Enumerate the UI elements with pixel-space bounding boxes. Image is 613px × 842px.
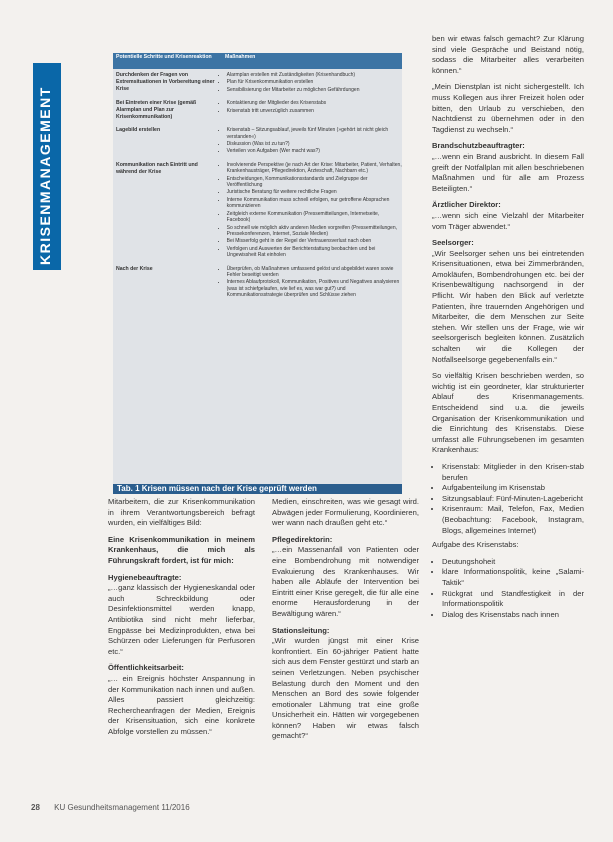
row-item: • Sensibilisierung der Mitarbeiter zu möglichen Gefährdungen	[227, 87, 402, 93]
table-row	[113, 124, 402, 159]
row-item: • Überprüfen, ob Maßnahmen umfassend gelöst und abgebildet waren sowie Fehler beseitigt werden	[227, 266, 402, 279]
quote: „…wenn sich eine Vielzahl der Mitarbeiter vom Träger abwendet.“	[432, 210, 584, 231]
table-row	[113, 263, 402, 303]
speaker-heading: Brandschutzbeauftragter:	[432, 141, 525, 151]
list-item: • Krisenraum: Mail, Telefon, Fax, Medien (Beobachtung: Facebook, Instagram, Blogs, allgemeines Internet)	[442, 504, 584, 536]
table-header	[113, 53, 402, 69]
speaker-heading: Ärztlicher Direktor:	[432, 200, 501, 210]
table-row	[113, 97, 402, 124]
speaker-heading: Hygienebeauftragte:	[108, 572, 182, 582]
quote: „Wir wurden jüngst mit einer Krise konfrontiert. Ein 60-jähriger Patient hatte sich aus dem Fenster gestürzt und starb an seinen Verletzungen. Neben psychischer Belastung durch den Moment und den Menschen an Bord des sowie folgender emotionaler Lähmung trat eine große Unsicherheit ein. Hätten wir vorgegebenen können? Haben wir etwas falsch gemacht?“	[272, 636, 419, 741]
row-item: • Verfolgen und Auswerten der Berichterstattung beobachten und bei Ungewissheit Rat einholen	[227, 246, 402, 259]
bullet-list	[432, 557, 584, 621]
section-band	[33, 63, 61, 270]
list-item: • Deutungshoheit	[442, 557, 584, 568]
list-item: • Krisenstab: Mitglieder in den Krisen-stab berufen	[442, 462, 584, 483]
list-item: • Aufgabenteilung im Krisenstab	[442, 483, 584, 494]
row-label: Durchdenken der Fragen von Extremsituationen in Vorbereitung einer Krise	[116, 72, 215, 92]
quote: Medien, einschreiten, was wie gesagt wird. Abwägen jeder Formulierung, Koordinieren, wer wann nach draußen geht etc.“	[272, 497, 419, 528]
table-header-measures: Maßnahmen	[225, 54, 256, 60]
quote: „…ein Massenanfall von Patienten oder eine Bombendrohung mit notwendiger Evakuierung des Krankenhauses. Wir haben alle Abläufe der Intervention bei Eintritt einer Krise geregelt, die für alle eine enorme Herausforderung in der Bewältigung wären.“	[272, 545, 419, 618]
list-item: • Sitzungsablauf: Fünf-Minuten-Lagebericht	[442, 494, 584, 505]
source-line: KU Gesundheitsmanagement 11/2016	[54, 803, 190, 812]
quote: „Wir Seelsorger sehen uns bei eintretenden Krisensituationen, etwa bei Zimmerbränden, Amokläufen, Bombendrohungen etc. bei der Krisenbewältigung nachsorgend in der Pflicht. Wir haben den Blick auf verletzte Patienten, ihre trauernden Angehörigen und Mitarbeiter, die dem Menschen zur Seite stehen. Wir stellen uns der Frage, wie wir seelsorgerisch begleiten können. Zusätzlich schalten wir die Kollegen der Notfallseelsorge gegebenenfalls ein.“	[432, 248, 584, 364]
row-items	[219, 266, 402, 300]
page-footer	[31, 803, 190, 812]
row-item: • So schnell wie möglich aktiv anderen Medien vorgreifen (Pressemitteilungen, Pressekonferenzen, Internet, Soziale Medien)	[227, 225, 402, 238]
table-header-steps: Potentielle Schritte und Krisenreaktion	[116, 54, 212, 60]
row-label: Kommunikation nach Eintritt und während der Krise	[116, 161, 198, 175]
section-label: KRISENMANAGEMENT	[37, 86, 53, 265]
paragraph: Mitarbeitern, die zur Krisenkommunikation in ihrem Verantwortungsbereich befragt wurden, ein vielfältiges Bild:	[108, 497, 255, 528]
row-items	[219, 162, 402, 260]
table-caption: Tab. 1 Krisen müssen nach der Krise geprüft werden	[113, 484, 402, 494]
paragraph: So vielfältig Krisen beschrieben werden, so wichtig ist ein geordneter, klar strukturierter Ablauf des Krisenmanagements. Entscheidend sind u.a. die jeweils Organisation der Krisenkommunikation und die Einrichtung des Krisenstabs. Diese umfasst alle Führungsebenen im gesamten Krankenhaus:	[432, 371, 584, 455]
row-item: • Krisenstab tritt unverzüglich zusammen	[227, 108, 402, 114]
row-item: • Entscheidungen, Kommunikationsstandards und Zielgruppe der Veröffentlichung	[227, 176, 402, 189]
row-label: Bei Eintreten einer Krise (gemäß Alarmplan und Plan zur Krisenkommunikation)	[116, 100, 197, 121]
speaker-heading: Seelsorger:	[432, 238, 474, 248]
paragraph: Aufgabe des Krisenstabs:	[432, 540, 519, 550]
row-items	[219, 127, 402, 156]
measures-table	[113, 53, 402, 484]
row-item: • Zeitgleich externe Kommunikation (Pressemitteilungen, Internetseite, Facebook)	[227, 211, 402, 224]
row-item: • Interne Kommunikation muss schnell erfolgen, nur getroffene Absprachen kommunizieren	[227, 197, 402, 210]
speaker-heading: Stationsleitung:	[272, 625, 330, 635]
text-column-2	[272, 497, 419, 748]
row-items	[219, 100, 402, 121]
row-item: • Kontaktierung der Mitglieder des Krisenstabs	[227, 100, 402, 106]
page-number: 28	[31, 803, 40, 812]
row-item: • Internes Ablaufprotokoll, Kommunikation, Positives und Negatives analysieren (was ist schiefgelaufen, wie lief es, was war gut?) und Kommunikationsstrategie überprüfen und Schlüsse ziehen	[227, 279, 402, 298]
speaker-heading: Öffentlichkeitsarbeit:	[108, 663, 184, 673]
row-item: • Verteilen von Aufgaben (Wer macht was?)	[227, 148, 402, 154]
text-column-3	[432, 34, 584, 624]
quote: ben wir etwas falsch gemacht? Zur Klärung sind viele Gespräche und Beistand nötig, sodass die Mitarbeiter alles verarbeiten können.“	[432, 34, 584, 75]
row-item: • Plan für Krisenkommunikation erstellen	[227, 79, 402, 85]
list-item: • klare Informationspolitik, keine „Salami-Taktik“	[442, 567, 584, 588]
row-item: • Diskussion (Was ist zu tun?)	[227, 141, 402, 147]
speaker-heading: Pflegedirektorin:	[272, 534, 333, 544]
table-row	[113, 159, 402, 263]
row-item: • Alarmplan erstellen mit Zuständigkeiten (Krisenhandbuch)	[227, 72, 402, 78]
text-column-1	[108, 497, 255, 743]
list-item: • Dialog des Krisenstabs nach innen	[442, 610, 584, 621]
table-row	[113, 69, 402, 97]
quote: „…wenn ein Brand ausbricht. In diesem Fall greift der Notfallplan mit allen beschriebenen Maßnahmen und für alle am Prozess Beteiligten.“	[432, 151, 584, 193]
row-item: • Bei Misserfolg geht in der Regel der Vertrauensverlust nach oben	[227, 238, 402, 244]
row-item: • Krisenstab – Sitzungsablauf, jeweils fünf Minuten (»gehört ist nicht gleich verstanden«)	[227, 127, 402, 140]
quote: „…ganz klassisch der Hygieneskandal oder auch Schreckbildung oder Desinfektionsmittel werden knapp, Antibiotika sind nicht mehr lieferbar, Engpässe bei Medizinprodukten, etwa bei Schürzen oder Lieferungen für Perfusoren etc.“	[108, 583, 255, 656]
list-item: • Rückgrat und Standfestigkeit in der Informationspolitik	[442, 589, 584, 610]
row-label: Lagebild erstellen	[116, 127, 161, 134]
row-item: • Involvierende Perspektive (je nach Art der Krise: Mitarbeiter, Patient, Verhalten, Krankenhausträger, Pflegedirektion, Ärzteschaft, Nachbarn etc.)	[227, 162, 402, 175]
row-label: Nach der Krise	[116, 265, 153, 272]
row-items	[219, 72, 402, 94]
quote: „Mein Dienstplan ist nicht sichergestellt. Ich muss Kollegen aus ihrer Freizeit holen oder bitten, den Urlaub zu verschieben, den Nachtdienst zu übernehmen oder in den Tagdienst zu wechseln.“	[432, 82, 584, 134]
lead-question: Eine Krisenkommunikation in meinem Krankenhaus, die mich als Führungskraft fordert, ist für mich:	[108, 534, 255, 565]
row-item: • Juristische Beratung für weitere rechtliche Fragen	[227, 189, 402, 195]
quote: „… ein Ereignis höchster Anspannung in der Kommunikation nach innen und außen. Alles passiert gleichzeitig: Rechercheanfragen der Medien, Ereignis der Krisensituation, sich eine konkrete Abfolge vorstellen zu müssen.“	[108, 673, 255, 736]
bullet-list	[432, 462, 584, 536]
